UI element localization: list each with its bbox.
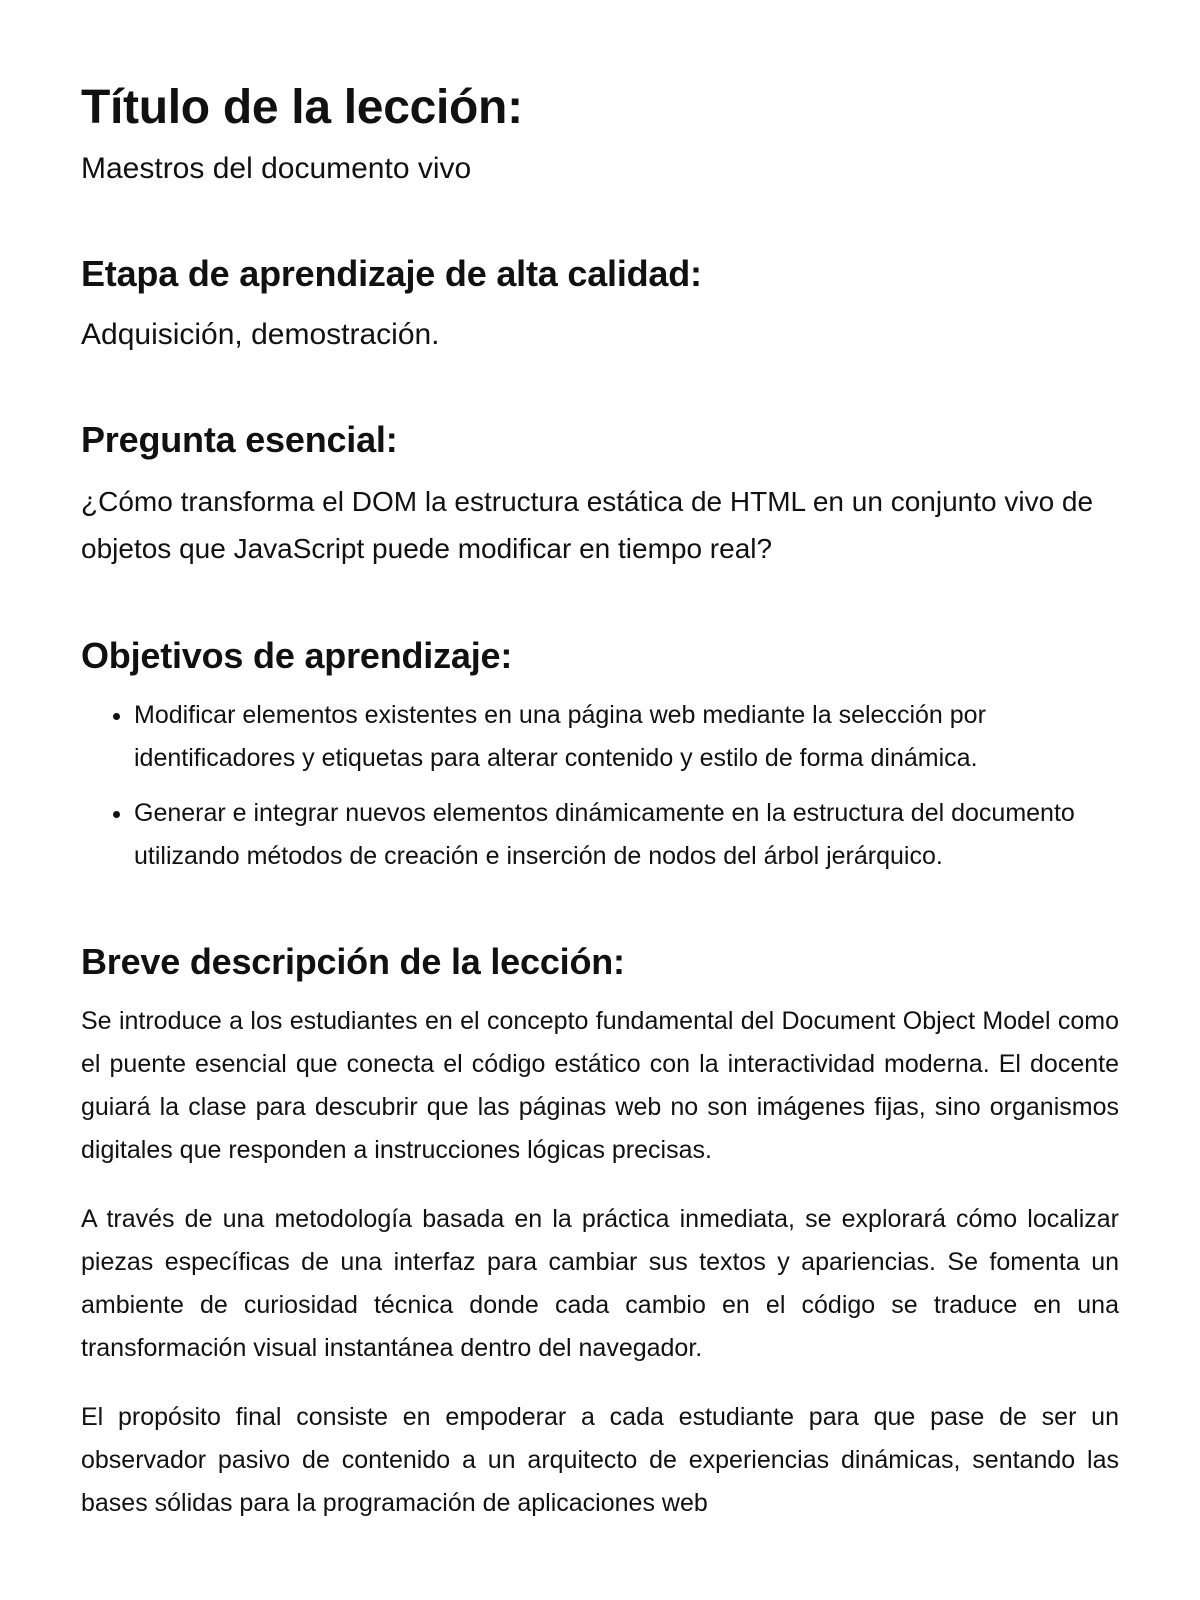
objective-item: • Generar e integrar nuevos elementos dinámicamente en la estructura del documento utilizando métodos de creación e inserción de nodos del árbol jerárquico.	[134, 792, 1119, 878]
lesson-title-heading: Título de la lección:	[81, 81, 523, 134]
learning-objectives-heading: Objetivos de aprendizaje:	[81, 635, 513, 676]
description-paragraph: El propósito final consiste en empoderar a cada estudiante para que pase de ser un observador pasivo de contenido a un arquitecto de experiencias dinámicas, sentando las bases sólidas para la programación de aplicaciones web	[81, 1403, 1119, 1517]
description-paragraph: Se introduce a los estudiantes en el concepto fundamental del Document Object Model como el puente esencial que conecta el código estático con la interactividad moderna. El docente guiará la clase para descubrir que las páginas web no son imágenes fijas, sino organismos digitales que responden a instrucciones lógicas precisas.	[81, 1007, 1119, 1164]
essential-question-heading: Pregunta esencial:	[81, 419, 398, 460]
description-paragraph: A través de una metodología basada en la práctica inmediata, se explorará cómo localizar piezas específicas de una interfaz para cambiar sus textos y apariencias. Se fomenta un ambiente de curiosidad técnica donde cada cambio en el código se traduce en una transformación visual instantánea dentro del navegador.	[81, 1205, 1119, 1362]
lesson-title-value: Maestros del documento vivo	[81, 152, 472, 185]
learning-stage-value: Adquisición, demostración.	[81, 318, 440, 351]
objective-item: • Modificar elementos existentes en una página web mediante la selección por identificadores y etiquetas para alterar contenido y estilo de forma dinámica.	[134, 694, 1119, 780]
essential-question-text: ¿Cómo transforma el DOM la estructura estática de HTML en un conjunto vivo de objetos que JavaScript puede modificar en tiempo real?	[81, 486, 1094, 564]
learning-stage-heading: Etapa de aprendizaje de alta calidad:	[81, 253, 702, 294]
learning-objectives-list	[81, 694, 1119, 878]
lesson-description-heading: Breve descripción de la lección:	[81, 941, 625, 982]
